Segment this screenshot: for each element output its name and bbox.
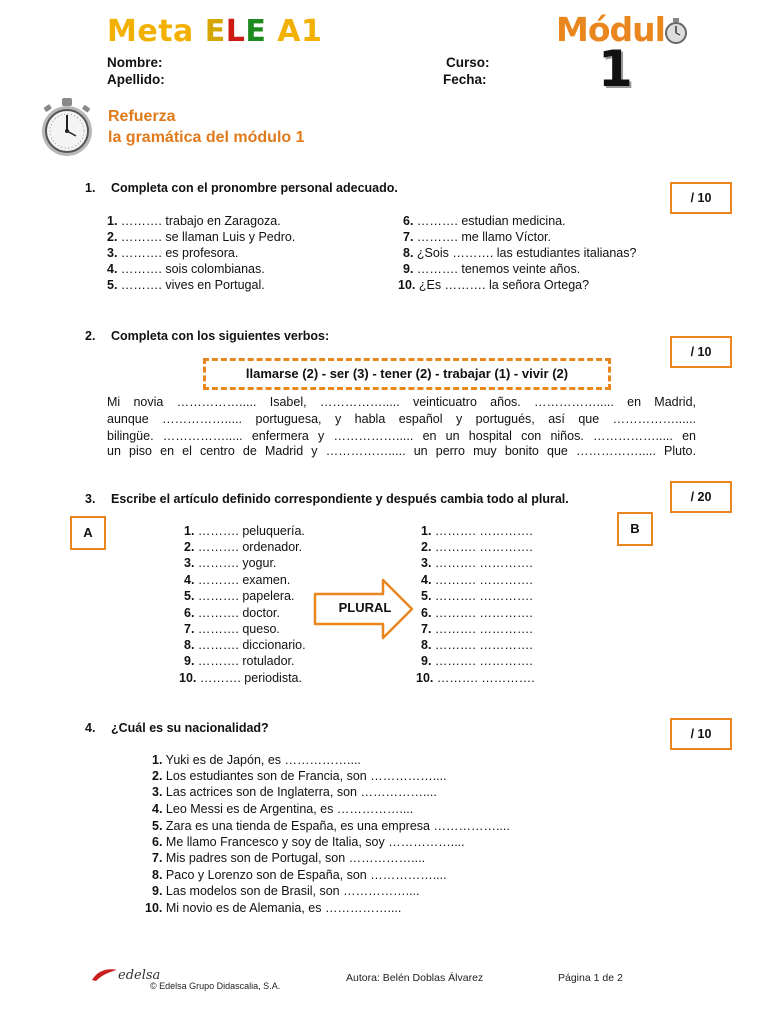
item-number: 4. [107, 262, 118, 276]
item-text: ………. doctor. [194, 606, 280, 620]
section1-item [107, 214, 281, 228]
item-text: ………. periodista. [196, 671, 302, 685]
item-text: ………. peluquería. [194, 524, 305, 538]
section3-a-item [184, 540, 302, 554]
paragraph-line: bilingüe. ……………..... enfermera y ……………..... en un hospital con niños. ……………..... en [107, 429, 696, 443]
module-number: 1 [598, 40, 633, 98]
item-text: ………. …………. [431, 556, 533, 570]
item-text: Los estudiantes son de Francia, son …………….... [162, 769, 447, 783]
footer-author: Autora: Belén Doblas Álvarez [346, 972, 484, 984]
item-text: ………. trabajo en Zaragoza. [117, 214, 281, 228]
section1-item [107, 262, 265, 276]
item-text: ¿Es ………. la señora Ortega? [415, 278, 590, 292]
section4-item [152, 802, 413, 816]
item-number: 1. [421, 524, 432, 538]
brand-letter-l: L [225, 14, 246, 49]
section4-item [152, 769, 447, 783]
section4-item [152, 785, 437, 799]
section3-a-item [184, 622, 280, 636]
item-text: ………. …………. [431, 638, 533, 652]
item-number: 6. [184, 606, 195, 620]
section3-a-item [184, 638, 306, 652]
section1-item [398, 278, 589, 292]
item-number: 6. [403, 214, 414, 228]
item-text: ………. …………. [431, 573, 533, 587]
section4-title-text: ¿Cuál es su nacionalidad? [111, 721, 269, 735]
section1-item [403, 230, 551, 244]
item-text: ………. vives en Portugal. [117, 278, 265, 292]
brand-title [107, 14, 322, 49]
section3-b-item [421, 622, 533, 636]
brand-meta: Meta [107, 14, 205, 49]
section3-b-item [421, 589, 533, 603]
section1-item [403, 262, 580, 276]
section1-number: 1. [85, 181, 96, 195]
brand-letter-e: E [204, 14, 226, 49]
item-number: 2. [152, 769, 163, 783]
section3-score-box: / 20 [670, 481, 732, 513]
section3-b-item [421, 573, 533, 587]
item-text: ………. …………. [431, 540, 533, 554]
section4-item [152, 851, 425, 865]
section1-item [403, 246, 636, 260]
item-text: ………. yogur. [194, 556, 277, 570]
item-text: ………. …………. [431, 654, 533, 668]
section4-item [152, 835, 465, 849]
section3-a-item [179, 671, 302, 685]
plural-label: PLURAL [338, 600, 392, 615]
column-b-box: B [617, 512, 653, 546]
item-number: 9. [403, 262, 414, 276]
item-number: 6. [152, 835, 163, 849]
item-number: 2. [184, 540, 195, 554]
section2-number: 2. [85, 329, 96, 343]
paragraph-line: un piso en el centro de Madrid y ……………..... un perro muy bonito que ……………..... Pluto. [107, 444, 696, 458]
item-number: 9. [421, 654, 432, 668]
section4-item [145, 901, 401, 915]
item-text: ………. examen. [194, 573, 291, 587]
section4-item [152, 753, 361, 767]
item-number: 2. [421, 540, 432, 554]
section3-b-item [421, 556, 533, 570]
section3-a-item [184, 606, 280, 620]
section4-item [152, 819, 510, 833]
item-number: 10. [145, 901, 163, 915]
section3-a-item [184, 556, 276, 570]
brand-letter-e2: E [245, 14, 267, 49]
section4-item [152, 868, 447, 882]
section3-a-item [184, 573, 290, 587]
item-number: 8. [184, 638, 195, 652]
item-number: 1. [152, 753, 163, 767]
item-text: ………. queso. [194, 622, 280, 636]
module-stopwatch-icon [664, 18, 688, 44]
item-text: ………. se llaman Luis y Pedro. [117, 230, 296, 244]
section3-a-item [184, 589, 294, 603]
item-number: 7. [421, 622, 432, 636]
curso-label: Curso: [446, 55, 490, 70]
item-text: ………. …………. [431, 524, 533, 538]
item-text: Zara es una tienda de España, es una empresa …………….... [162, 819, 510, 833]
paragraph-line: aunque ……………..... portuguesa, y habla español y portugués, así que ……………...... [107, 412, 696, 426]
item-number: 9. [184, 654, 195, 668]
section2-title [85, 329, 329, 343]
section3-title [85, 492, 569, 506]
item-text: ………. ordenador. [194, 540, 303, 554]
stopwatch-icon [36, 96, 98, 158]
item-text: ¿Sois ………. las estudiantes italianas? [413, 246, 637, 260]
item-number: 7. [403, 230, 414, 244]
item-number: 5. [152, 819, 163, 833]
section1-score-box: / 10 [670, 182, 732, 214]
item-number: 8. [421, 638, 432, 652]
section1-item [107, 246, 238, 260]
item-text: Mis padres son de Portugal, son …………….... [162, 851, 426, 865]
section3-number: 3. [85, 492, 96, 506]
fecha-label: Fecha: [443, 72, 487, 87]
item-text: ………. papelera. [194, 589, 295, 603]
footer-page-number: Página 1 de 2 [558, 972, 623, 984]
item-text: Mi novio es de Alemania, es …………….... [162, 901, 402, 915]
item-number: 4. [184, 573, 195, 587]
item-text: ………. …………. [431, 606, 533, 620]
item-text: ………. tenemos veinte años. [413, 262, 581, 276]
section4-score-box: / 10 [670, 718, 732, 750]
item-text: Las actrices son de Inglaterra, son …………….... [162, 785, 437, 799]
item-text: ………. estudian medicina. [413, 214, 566, 228]
column-a-box: A [70, 516, 106, 550]
section4-title [85, 721, 269, 735]
item-text: ………. me llamo Víctor. [413, 230, 551, 244]
item-number: 3. [421, 556, 432, 570]
item-text: ………. …………. [431, 622, 533, 636]
item-number: 7. [184, 622, 195, 636]
section4-number: 4. [85, 721, 96, 735]
item-number: 5. [107, 278, 118, 292]
item-number: 7. [152, 851, 163, 865]
item-number: 10. [398, 278, 416, 292]
item-number: 10. [179, 671, 197, 685]
verb-list-box: llamarse (2) - ser (3) - tener (2) - trabajar (1) - vivir (2) [203, 358, 611, 390]
page-title-line1: Refuerza [108, 108, 176, 125]
section1-title-text: Completa con el pronombre personal adecuado. [111, 181, 398, 195]
item-number: 3. [107, 246, 118, 260]
apellido-label: Apellido: [107, 72, 165, 87]
section2-score-box: / 10 [670, 336, 732, 368]
item-number: 1. [107, 214, 118, 228]
item-text: Las modelos son de Brasil, son …………….... [162, 884, 420, 898]
item-number: 2. [107, 230, 118, 244]
section3-title-text: Escribe el artículo definido correspondiente y después cambia todo al plural. [111, 492, 569, 506]
item-text: ………. …………. [433, 671, 535, 685]
item-number: 4. [152, 802, 163, 816]
section3-b-item [421, 524, 533, 538]
item-text: ………. rotulador. [194, 654, 295, 668]
section3-a-item [184, 654, 294, 668]
item-number: 10. [416, 671, 434, 685]
item-number: 3. [184, 556, 195, 570]
page-title-line2: la gramática del módulo 1 [108, 129, 305, 146]
item-number: 5. [421, 589, 432, 603]
item-number: 4. [421, 573, 432, 587]
section3-b-item [421, 654, 533, 668]
edelsa-logo-icon [90, 966, 118, 982]
section3-b-item [416, 671, 535, 685]
section3-b-item [421, 638, 533, 652]
section2-title-text: Completa con los siguientes verbos: [111, 329, 330, 343]
item-number: 8. [403, 246, 414, 260]
module-word: Módul [556, 10, 665, 49]
item-text: ………. diccionario. [194, 638, 306, 652]
section3-b-item [421, 606, 533, 620]
section4-item [152, 884, 419, 898]
brand-a1: A1 [266, 14, 323, 49]
item-number: 6. [421, 606, 432, 620]
item-number: 5. [184, 589, 195, 603]
footer-copyright: © Edelsa Grupo Didascalia, S.A. [150, 981, 281, 991]
item-text: Yuki es de Japón, es …………….... [162, 753, 361, 767]
item-number: 1. [184, 524, 195, 538]
item-text: Paco y Lorenzo son de España, son …………….... [162, 868, 447, 882]
item-text: ………. …………. [431, 589, 533, 603]
section1-item [107, 230, 295, 244]
item-text: Leo Messi es de Argentina, es …………….... [162, 802, 414, 816]
item-number: 8. [152, 868, 163, 882]
section1-item [403, 214, 566, 228]
item-text: ………. es profesora. [117, 246, 239, 260]
section1-title [85, 181, 398, 195]
paragraph-line: Mi novia ……………..... Isabel, ……………..... veinticuatro años. ……………..... en Madrid, [107, 395, 696, 409]
item-text: Me llamo Francesco y soy de Italia, soy …………….... [162, 835, 465, 849]
item-text: ………. sois colombianas. [117, 262, 265, 276]
section1-item [107, 278, 265, 292]
item-number: 3. [152, 785, 163, 799]
section3-a-item [184, 524, 305, 538]
item-number: 9. [152, 884, 163, 898]
footer-brand: edelsa [118, 968, 161, 983]
section3-b-item [421, 540, 533, 554]
nombre-label: Nombre: [107, 55, 163, 70]
